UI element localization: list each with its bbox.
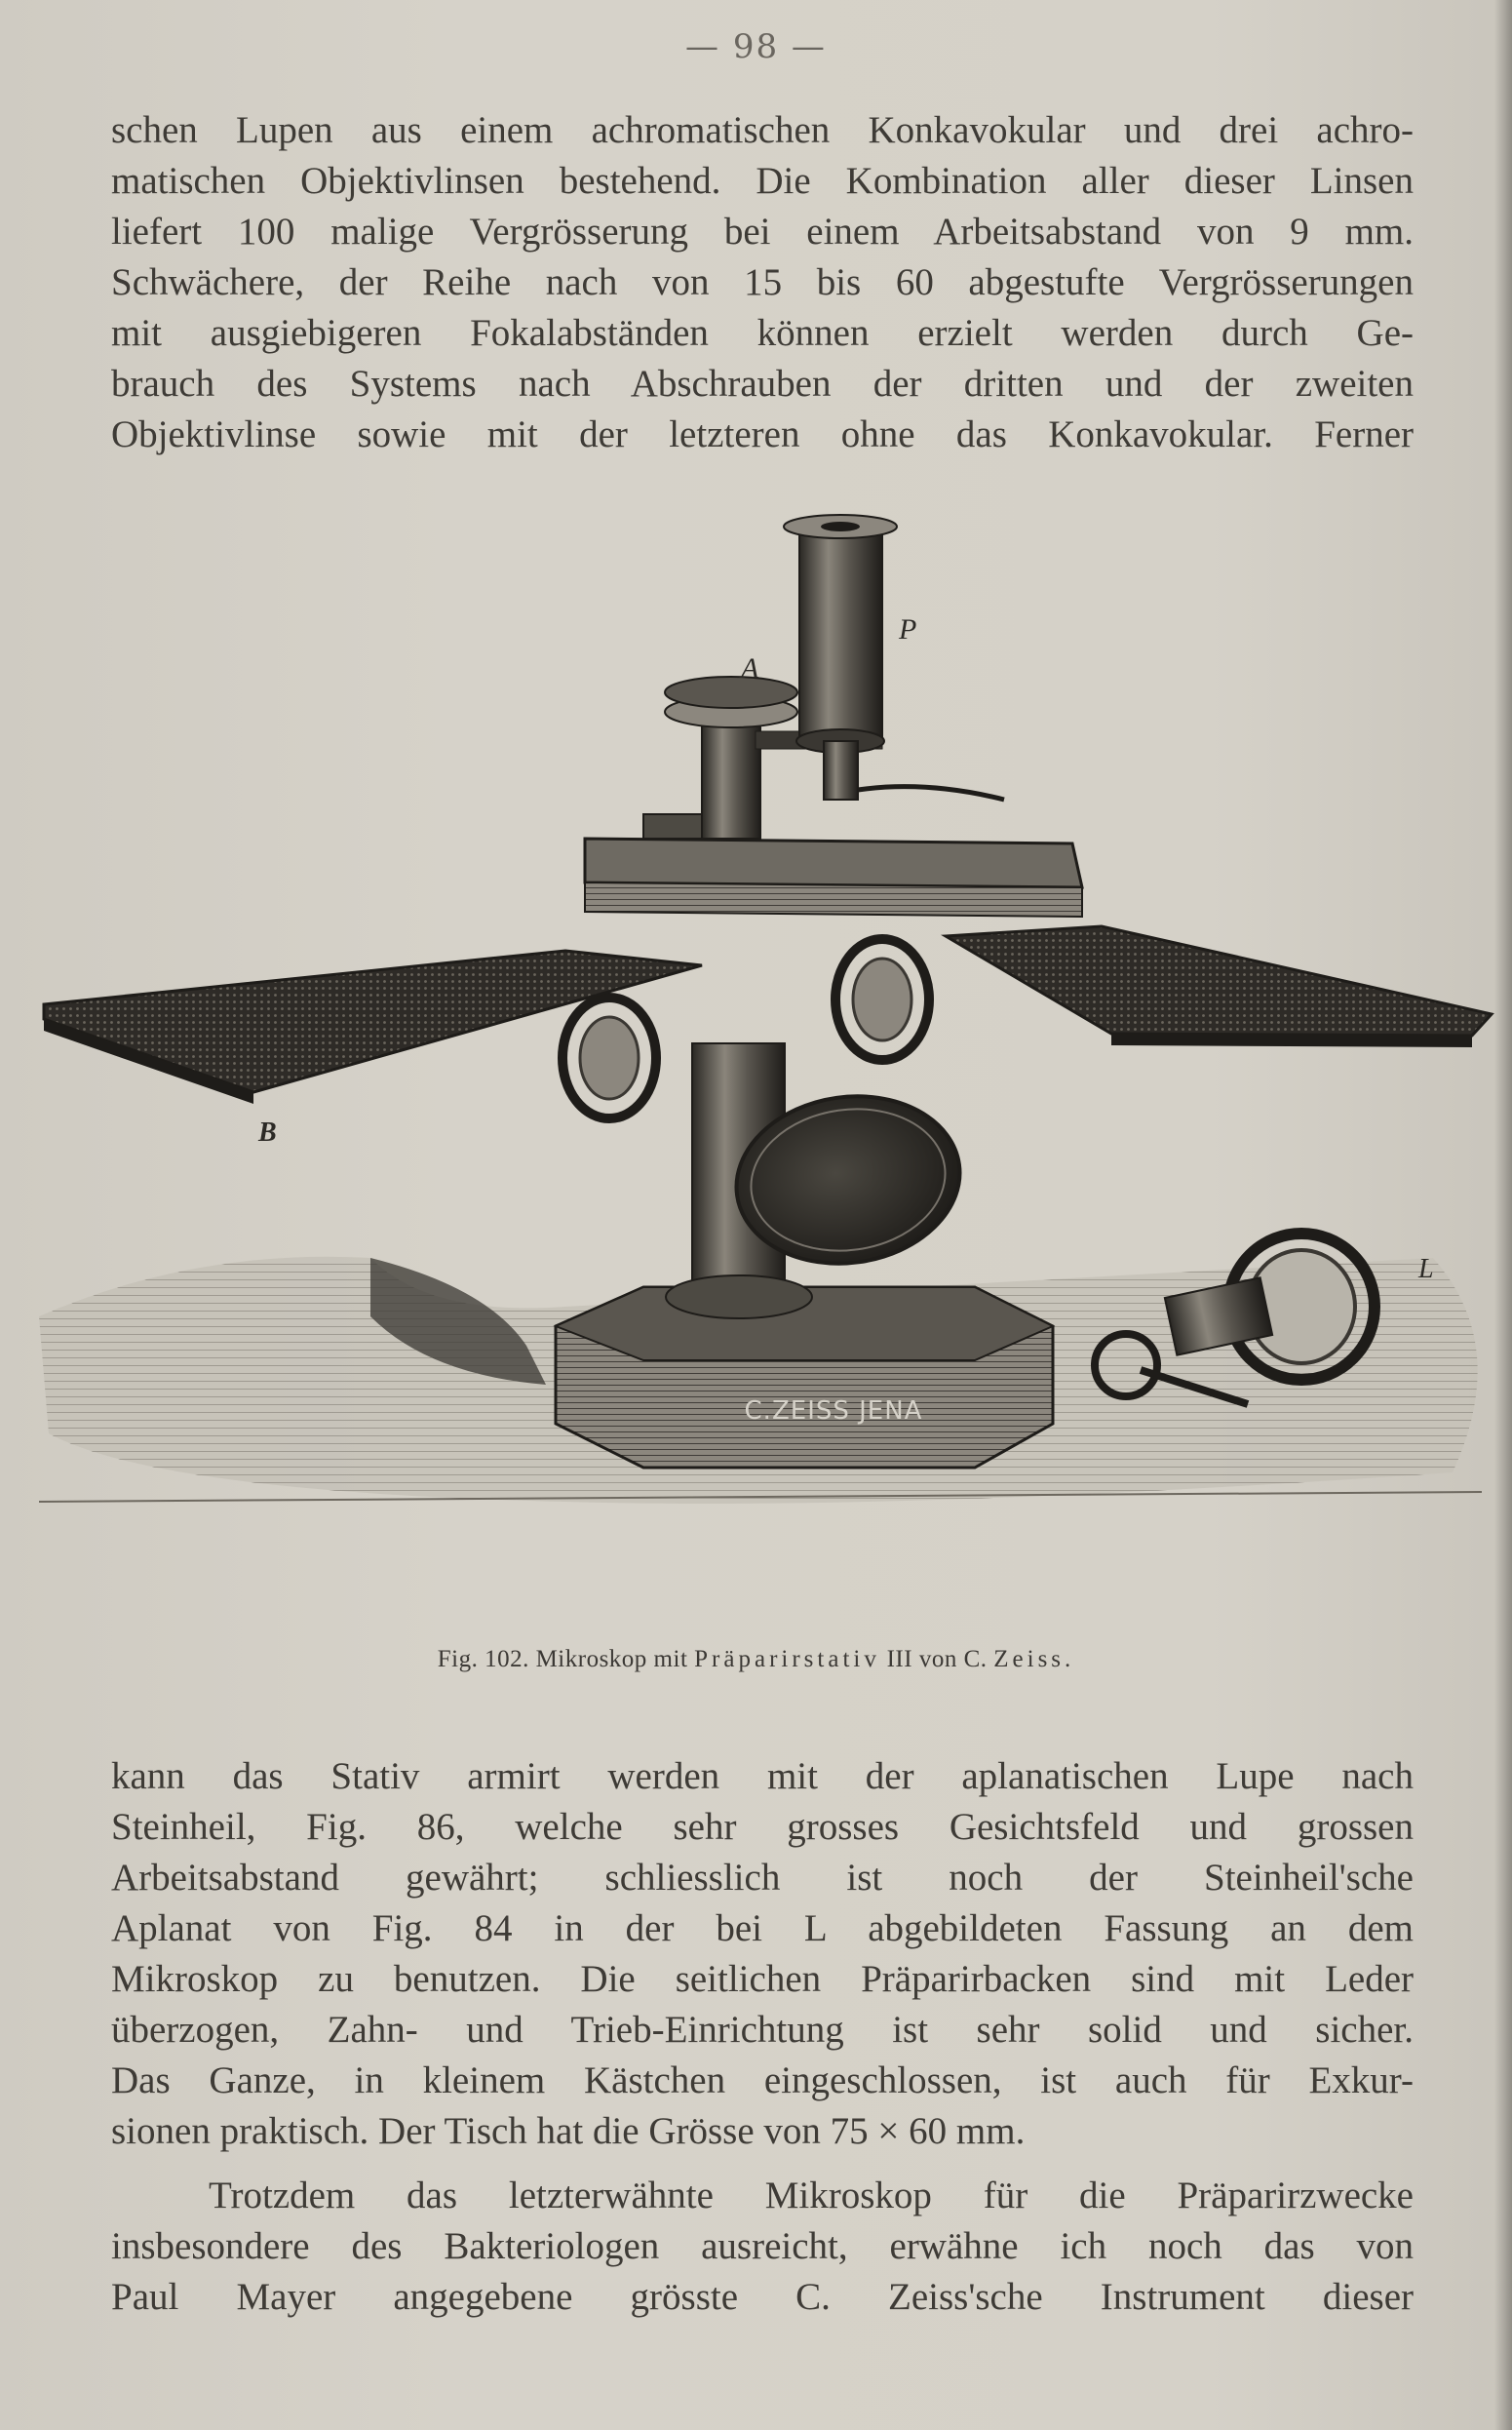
text-line: sionen praktisch. Der Tisch hat die Grösse von 75 × 60 mm. [111,2110,1026,2152]
base-inscription: C.ZEISS JENA [744,1396,923,1426]
text-line: Steinheil, Fig. 86, welche sehr grosses Gesichtsfeld und grossen [111,1806,1414,1848]
caption-name: Zeiss. [993,1646,1075,1672]
hand-rest-right [946,926,1492,1047]
tube-p [784,515,1004,800]
text-line: Aplanat von Fig. 84 in der bei L abgebildeten Fassung an dem [111,1907,1414,1949]
text-line: Das Ganze, in kleinem Kästchen eingeschlossen, ist auch für Exkur- [111,2059,1414,2101]
caption-text-b: III von C. [886,1646,988,1672]
caption-fig: Fig. 102. [437,1646,529,1672]
stage [585,814,1082,917]
label-p: P [899,613,917,646]
text-line: Schwächere, der Reihe nach von 15 bis 60 abgestufte Vergrösserungen [111,261,1414,303]
text-line: Objektivlinse sowie mit der letzteren ohne das Konkavokular. Ferner [111,413,1414,455]
microscope-illustration [19,507,1501,1648]
text-line: kann das Stativ armirt werden mit der aplanatischen Lupe nach [111,1755,1414,1797]
text-line: brauch des Systems nach Abschrauben der dritten und der zweiten [111,363,1414,405]
label-b: B [258,1117,277,1148]
paragraph-1 [111,105,1414,460]
text-line: Arbeitsabstand gewährt; schliesslich ist noch der Steinheil'sche [111,1857,1414,1899]
caption-text-spaced: Präparirstativ [694,1646,880,1672]
label-l: L [1418,1254,1434,1284]
paragraph-3 [111,2171,1414,2323]
text-line: liefert 100 malige Vergrösserung bei einem Arbeitsabstand von 9 mm. [111,211,1414,253]
caption-text-a: Mikroskop mit [535,1646,688,1672]
text-line: matischen Objektivlinsen bestehend. Die Kombination aller dieser Linsen [111,160,1414,202]
paragraph-2 [111,1751,1414,2157]
label-a: A [741,652,759,685]
microscope-base [556,1287,1053,1468]
page-number: — 98 — [685,27,827,66]
figure-caption [0,1646,1512,1673]
text-line: überzogen, Zahn- und Trieb-Einrichtung ist sehr solid und sicher. [111,2009,1414,2051]
text-line: Trotzdem das letzterwähnte Mikroskop für die Präparirzwecke [209,2175,1414,2216]
text-line: Mikroskop zu benutzen. Die seitlichen Präparirbacken sind mit Leder [111,1958,1414,2000]
text-line: insbesondere des Bakteriologen ausreicht, erwähne ich noch das von [111,2225,1414,2267]
text-line: mit ausgiebigeren Fokalabständen können erzielt werden durch Ge- [111,312,1414,354]
text-line: Paul Mayer angegebene grösste C. Zeiss'sche Instrument dieser [111,2276,1414,2318]
text-line: schen Lupen aus einem achromatischen Konkavokular und drei achro- [111,109,1414,151]
